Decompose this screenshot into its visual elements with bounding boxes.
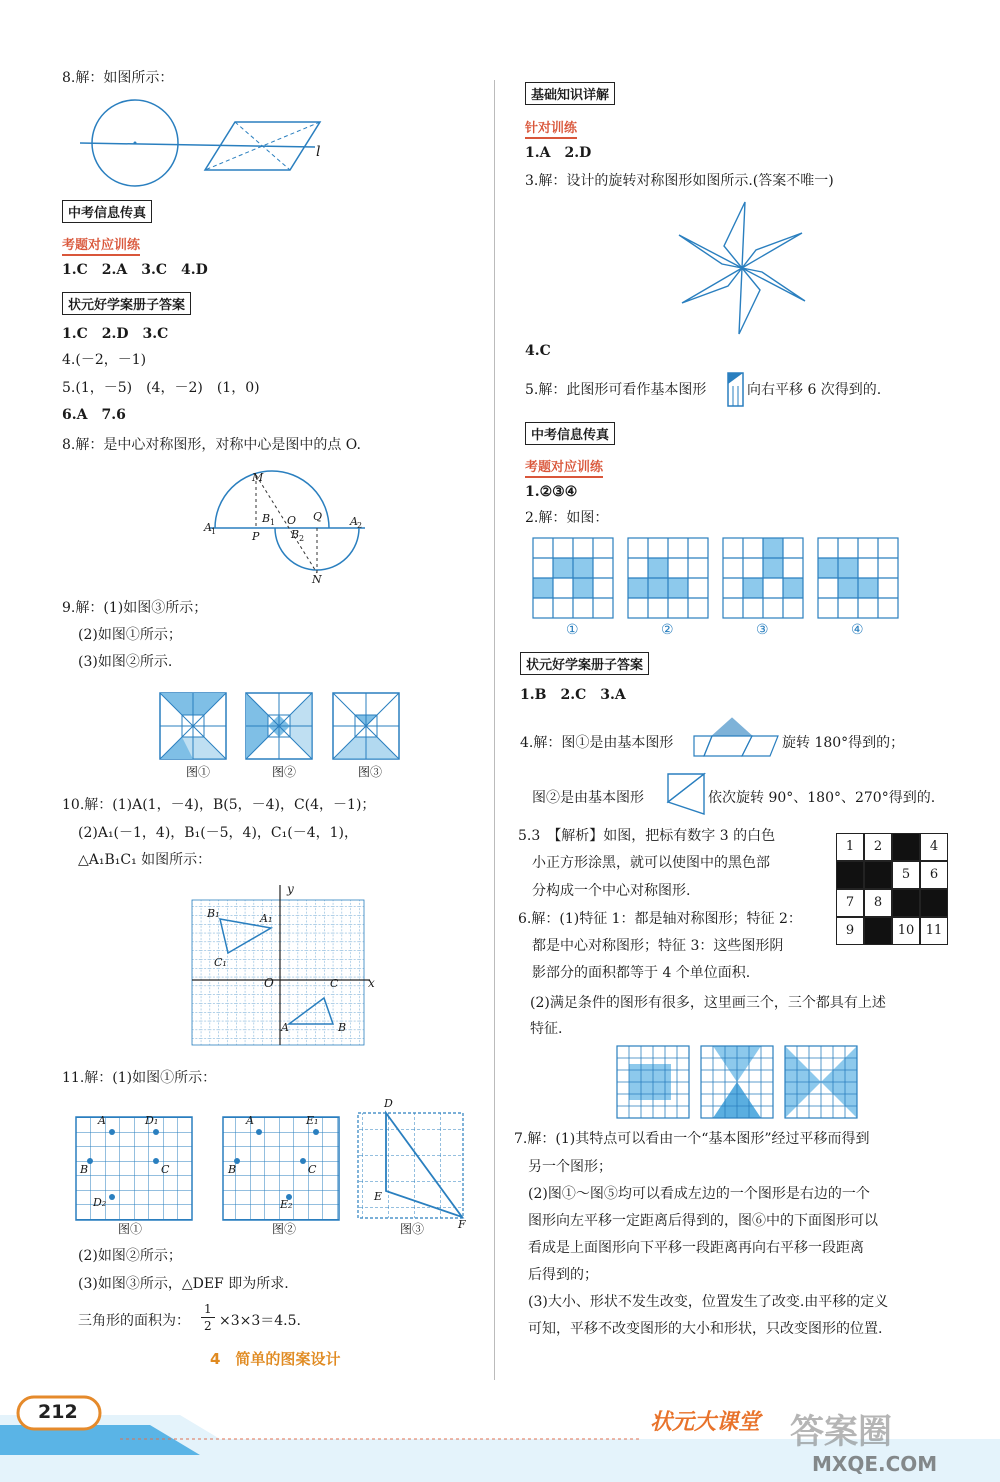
label-B: B — [228, 1163, 237, 1176]
axis-label-y: y — [287, 882, 294, 896]
number-grid-cell — [920, 889, 948, 917]
chapter-title: 4 简单的图案设计 — [210, 1350, 341, 1368]
origin-label: O — [264, 976, 274, 990]
label-C: C — [308, 1163, 317, 1176]
answer-7-line3: (2)图①～图⑤均可以看成左边的一个图形是右边的一个 — [528, 1186, 870, 1202]
answer-7-line2: 另一个图形； — [528, 1159, 612, 1175]
label-E1: E₁ — [306, 1114, 319, 1127]
section-header-basics: 基础知识详解 — [525, 82, 615, 105]
answers-line: 1.C 2.A 3.C 4.D — [62, 262, 208, 278]
number-grid — [836, 833, 948, 945]
fig-caption: 图② — [272, 765, 297, 779]
number-grid-cell: 2 — [864, 833, 892, 861]
answer-10-1: 10.解：(1)A(1，－4)，B(5，－4)，C(4，－1)； — [62, 797, 376, 813]
brand-logo: 状元大课堂 — [650, 1410, 761, 1435]
answers-line: 1.C 2.D 3.C — [62, 326, 169, 342]
section-subheader: 针对训练 — [525, 117, 577, 139]
label-O: O — [287, 514, 297, 527]
answer-9-2: (2)如图①所示； — [78, 627, 182, 643]
circle-parallelogram-figure — [75, 100, 335, 200]
answer-4-2: 图②是由基本图形 — [532, 790, 644, 806]
answer-5-line2: 小正方形涂黑，就可以使图中的黑色部 — [532, 855, 770, 871]
answer-11-3: (3)如图③所示，△DEF 即为所求. — [78, 1276, 289, 1292]
answer-4: 4.C — [525, 343, 551, 359]
number-grid-cell: 6 — [920, 861, 948, 889]
answer-7-line8: 可知，平移不改变图形的大小和形状，只改变图形的位置. — [528, 1321, 883, 1337]
answer-9-1: 9.解：(1)如图③所示； — [62, 600, 208, 616]
label-N: N — [312, 573, 322, 586]
label-A: A — [98, 1114, 106, 1127]
label-E2: E₂ — [280, 1198, 293, 1211]
label-B1: B — [262, 512, 271, 525]
number-grid-cell: 8 — [864, 889, 892, 917]
answer-2: 2.解：如图： — [525, 510, 609, 526]
fig-caption: 图③ — [400, 1222, 425, 1236]
pinwheel-figure — [682, 200, 807, 336]
fraction-bar — [201, 1317, 215, 1318]
number-grid-cell: 5 — [892, 861, 920, 889]
grid-caption: ② — [661, 622, 674, 638]
answer-7-line5: 看成是上面图形向下平移一段距离再向右平移一段距离 — [528, 1240, 864, 1256]
subscript: 1 — [270, 518, 276, 527]
label-F: F — [458, 1218, 466, 1231]
label-C1: C₁ — [214, 956, 227, 969]
boat-shape-icon — [692, 716, 782, 758]
answer-5-line3: 分构成一个中心对称图形. — [532, 883, 691, 899]
label-D2: D₂ — [93, 1196, 107, 1209]
watermark-site: MXQE.COM — [812, 1452, 938, 1476]
number-grid-cell — [864, 861, 892, 889]
label-B1: B₁ — [207, 907, 220, 920]
label-B: B — [338, 1021, 347, 1034]
answer-5: 5.(1，－5) (4，－2) (1，0) — [62, 380, 260, 396]
section-header-workbook: 状元好学案册子答案 — [520, 652, 649, 675]
answer-4-2-end: 依次旋转 90°、180°、270°得到的. — [708, 790, 936, 806]
answer-7-line7: (3)大小、形状不发生改变，位置发生了改变.由平移的定义 — [528, 1294, 889, 1310]
number-grid-cell — [892, 833, 920, 861]
label-P: P — [252, 530, 260, 543]
grid-caption: ① — [566, 622, 579, 638]
page-number: 212 — [38, 1401, 78, 1423]
label-D: D — [384, 1097, 393, 1110]
label-C: C — [330, 977, 339, 990]
section-header-exam: 中考信息传真 — [525, 422, 615, 445]
grid-caption: ④ — [851, 622, 864, 638]
fig-caption: 图② — [272, 1222, 297, 1236]
answer-7-line1: 7.解：(1)其特点可以看由一个“基本图形”经过平移而得到 — [514, 1131, 870, 1147]
triangle-shape-icon — [666, 772, 706, 816]
label-Q: Q — [313, 510, 323, 523]
label-A1: A₁ — [260, 912, 273, 925]
basic-shape-icon — [727, 372, 745, 408]
section-subheader: 考题对应训练 — [62, 234, 140, 256]
number-grid-cell: 9 — [836, 917, 864, 945]
fraction-denominator: 2 — [204, 1319, 212, 1333]
answer-6-line2: 都是中心对称图形；特征 3：这些图形阴 — [532, 938, 784, 954]
answers-line: 1.②③④ — [525, 484, 578, 500]
q8-answer: 8.解：如图所示： — [62, 70, 174, 86]
section-subheader: 考题对应训练 — [525, 456, 603, 478]
grid-caption: ③ — [756, 622, 769, 638]
answer-6-7: 6.A 7.6 — [62, 407, 126, 423]
label-A: A — [246, 1114, 254, 1127]
semicircle-figure — [200, 470, 380, 590]
pattern-grids-q6 — [617, 1046, 862, 1122]
subscript: 2 — [357, 521, 363, 530]
answer-10-3: △A₁B₁C₁ 如图所示： — [78, 852, 212, 868]
label-D1: D₁ — [145, 1114, 159, 1127]
line-label: l — [316, 144, 321, 160]
fig-caption: 图③ — [358, 765, 383, 779]
label-M: M — [252, 471, 264, 484]
subscript: 2 — [299, 534, 305, 543]
answer-4-1: 4.解：图①是由基本图形 — [520, 735, 674, 751]
answer-6-line4: (2)满足条件的图形有很多，这里画三个，三个都具有上述 — [530, 995, 886, 1011]
answer-5-line1: 5.3 【解析】如图，把标有数字 3 的白色 — [518, 828, 776, 844]
answer-11-2: (2)如图②所示； — [78, 1248, 182, 1264]
fig-caption: 图① — [186, 765, 211, 779]
fig-caption: 图① — [118, 1222, 143, 1236]
watermark-text: 答案圈 — [790, 1412, 892, 1452]
answer-7-line6: 后得到的； — [528, 1267, 598, 1283]
answer-11-1: 11.解：(1)如图①所示： — [62, 1070, 217, 1086]
answer-5-end: 向右平移 6 次得到的. — [747, 382, 882, 398]
label-A1: A — [204, 521, 212, 534]
label-B: B — [80, 1163, 89, 1176]
answer-4-1-end: 旋转 180°得到的； — [782, 735, 905, 751]
number-grid-cell: 11 — [920, 917, 948, 945]
subscript: 1 — [211, 527, 217, 536]
number-grid-cell: 10 — [892, 917, 920, 945]
label-A2: A — [350, 515, 358, 528]
shaded-grids-q2 — [533, 538, 903, 623]
number-grid-cell — [864, 917, 892, 945]
answer-6-line1: 6.解：(1)特征 1：都是轴对称图形；特征 2： — [518, 911, 802, 927]
answer-9-3: (3)如图②所示. — [78, 654, 173, 670]
answers-line: 1.B 2.C 3.A — [520, 687, 626, 703]
number-grid-cell — [836, 861, 864, 889]
axis-label-x: x — [368, 976, 375, 990]
section-header-exam: 中考信息传真 — [62, 200, 152, 223]
answer-3: 3.解：设计的旋转对称图形如图所示.(答案不唯一) — [525, 173, 834, 189]
pattern-figures-q9 — [160, 693, 410, 763]
column-divider — [494, 80, 495, 1380]
number-grid-cell — [892, 889, 920, 917]
number-grid-cell: 7 — [836, 889, 864, 917]
answer-4: 4.(－2，－1) — [62, 352, 147, 368]
label-A: A — [281, 1021, 289, 1034]
fraction-numerator: 1 — [204, 1302, 212, 1316]
label-B2: B — [291, 528, 300, 541]
label-C: C — [161, 1163, 170, 1176]
answer-8: 8.解：是中心对称图形，对称中心是图中的点 O. — [62, 437, 361, 453]
label-E: E — [374, 1190, 383, 1203]
answers-line: 1.A 2.D — [525, 145, 592, 161]
section-header-workbook: 状元好学案册子答案 — [62, 292, 191, 315]
number-grid-cell: 1 — [836, 833, 864, 861]
answer-7-line4: 图形向左平移一定距离后得到的，图⑥中的下面图形可以 — [528, 1213, 878, 1229]
area-text: 三角形的面积为： — [78, 1313, 190, 1329]
answer-6-line3: 影部分的面积都等于 4 个单位面积. — [532, 965, 751, 981]
grid-figures-q11 — [76, 1103, 476, 1223]
number-grid-cell: 4 — [920, 833, 948, 861]
answer-5: 5.解：此图形可看作基本图形 — [525, 382, 707, 398]
area-text: ×3×3＝4.5. — [219, 1313, 301, 1329]
answer-6-line5: 特征. — [530, 1021, 563, 1037]
answer-10-2: (2)A₁(－1，4)，B₁(－5，4)，C₁(－4，1)， — [78, 825, 358, 841]
